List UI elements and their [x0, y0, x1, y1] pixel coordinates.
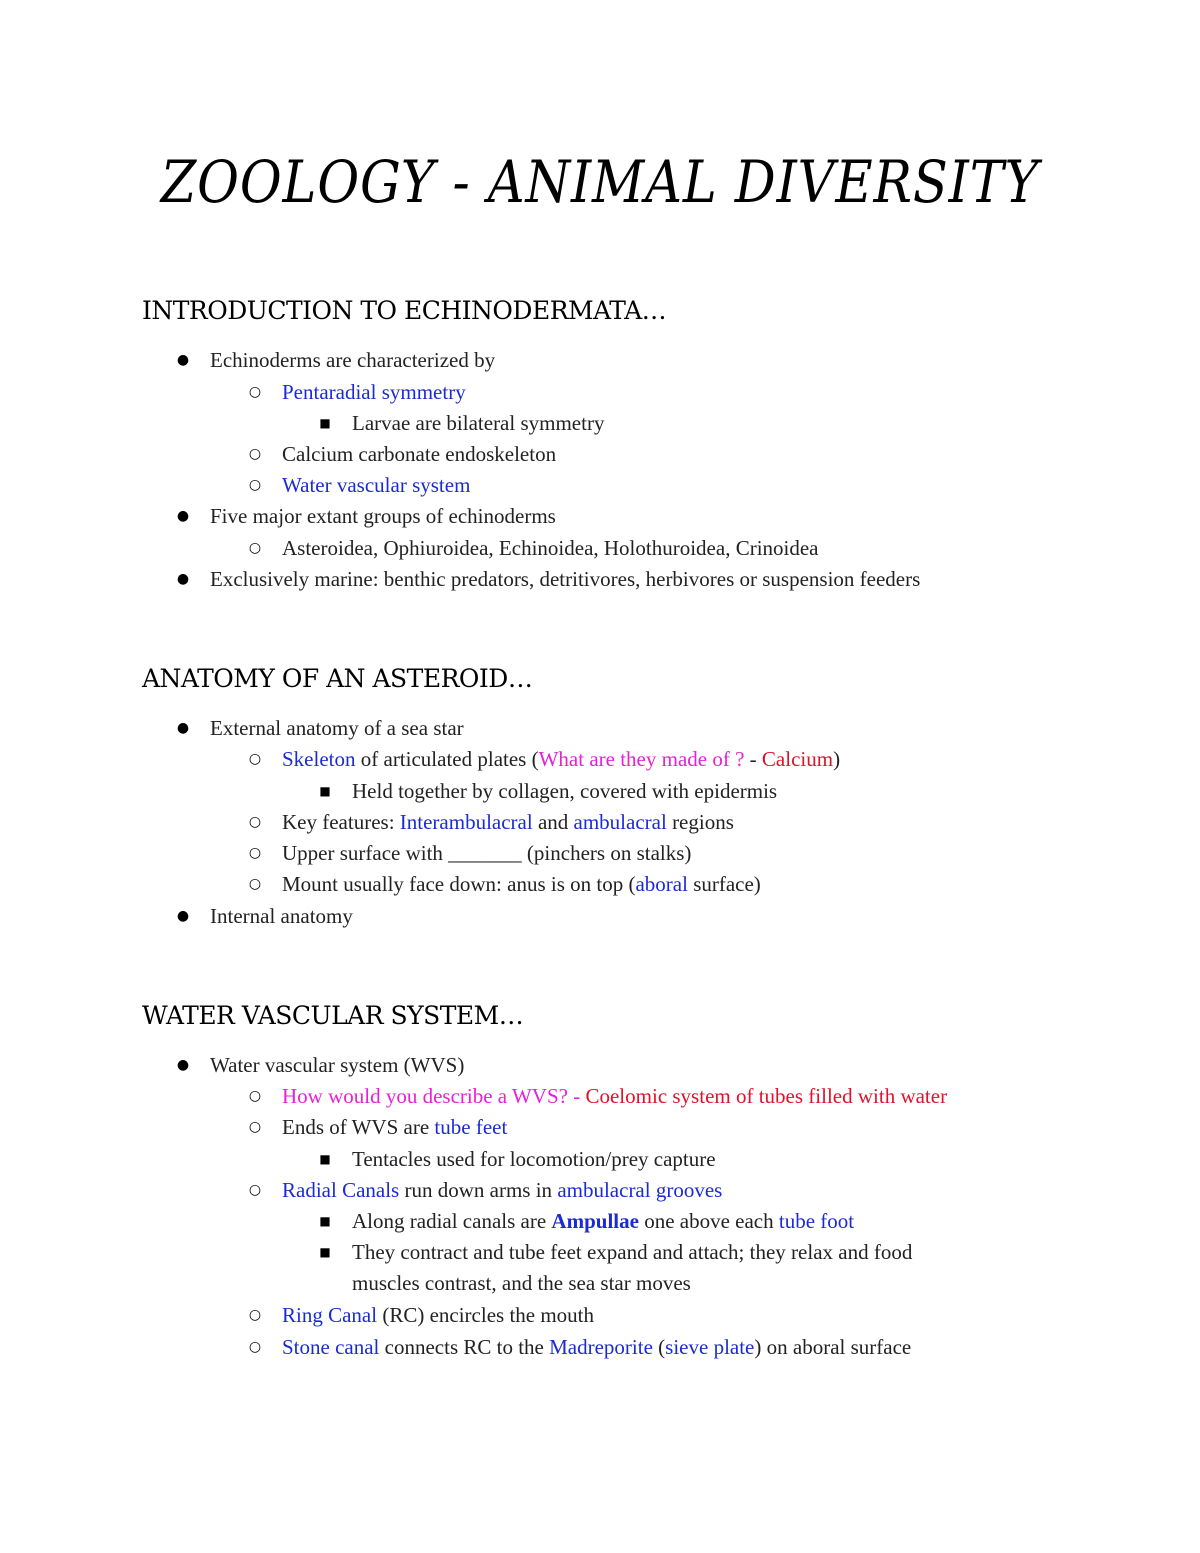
- bullet-disc-icon: ●: [176, 352, 190, 368]
- list-item: How would you describe a WVS? - Coelomic system of tubes filled with water: [282, 1084, 948, 1108]
- term-skeleton: Skeleton: [282, 747, 356, 771]
- bullet-disc-icon: ●: [176, 720, 190, 736]
- term-aboral: aboral: [635, 872, 688, 896]
- term-radial-canals: Radial Canals: [282, 1178, 400, 1202]
- section-heading-echinodermata: INTRODUCTION TO ECHINODERMATA…: [142, 296, 667, 325]
- list-item: Water vascular system: [282, 473, 471, 497]
- bullet-square-icon: ■: [319, 1152, 331, 1166]
- term-ambulacral: ambulacral: [573, 810, 667, 834]
- list-item: Along radial canals are Ampullae one above each tube foot: [352, 1209, 855, 1233]
- list-item: Tentacles used for locomotion/prey capture: [352, 1147, 716, 1171]
- list-item: Exclusively marine: benthic predators, detritivores, herbivores or suspension feeders: [210, 567, 921, 591]
- bullet-disc-icon: ●: [176, 508, 190, 524]
- bullet-circle-icon: ○: [248, 751, 262, 767]
- list-item: Calcium carbonate endoskeleton: [282, 442, 557, 466]
- section-heading-water-vascular: WATER VASCULAR SYSTEM…: [142, 1001, 524, 1030]
- bullet-circle-icon: ○: [248, 446, 262, 462]
- bullet-circle-icon: ○: [248, 1088, 262, 1104]
- list-item: External anatomy of a sea star: [210, 716, 464, 740]
- list-item: Stone canal connects RC to the Madreporite (sieve plate) on aboral surface: [282, 1335, 912, 1359]
- bullet-circle-icon: ○: [248, 1119, 262, 1135]
- bullet-square-icon: ■: [319, 784, 331, 798]
- list-item: Five major extant groups of echinoderms: [210, 504, 556, 528]
- list-item: Skeleton of articulated plates (What are they made of ? - Calcium): [282, 747, 841, 771]
- list-item-continuation: muscles contrast, and the sea star moves: [352, 1271, 691, 1295]
- bullet-disc-icon: ●: [176, 571, 190, 587]
- bullet-circle-icon: ○: [248, 876, 262, 892]
- question-text: What are they made of ?: [538, 747, 745, 771]
- page-title: ZOOLOGY - ANIMAL DIVERSITY: [160, 148, 1040, 216]
- term-tube-foot: tube foot: [778, 1209, 855, 1233]
- question-text: How would you describe a WVS?: [282, 1084, 568, 1108]
- list-item: Key features: Interambulacral and ambulacral regions: [282, 810, 734, 834]
- term-ring-canal: Ring Canal: [282, 1303, 378, 1327]
- section-heading-asteroid: ANATOMY OF AN ASTEROID…: [142, 664, 533, 693]
- answer-text: Calcium: [761, 747, 834, 771]
- list-item: Ring Canal (RC) encircles the mouth: [282, 1303, 595, 1327]
- bullet-square-icon: ■: [319, 1214, 331, 1228]
- bullet-circle-icon: ○: [248, 477, 262, 493]
- term-tube-feet: tube feet: [434, 1115, 508, 1139]
- term-ambulacral-grooves: ambulacral grooves: [557, 1178, 723, 1202]
- bullet-disc-icon: ●: [176, 908, 190, 924]
- term-sieve-plate: sieve plate: [665, 1335, 755, 1359]
- bullet-circle-icon: ○: [248, 1182, 262, 1198]
- bullet-circle-icon: ○: [248, 845, 262, 861]
- term-interambulacral: Interambulacral: [399, 810, 533, 834]
- list-item: Radial Canals run down arms in ambulacral grooves: [282, 1178, 723, 1202]
- bullet-circle-icon: ○: [248, 384, 262, 400]
- bullet-square-icon: ■: [319, 1245, 331, 1259]
- term-ampullae: Ampullae: [551, 1209, 639, 1233]
- bullet-circle-icon: ○: [248, 1339, 262, 1355]
- list-item: Upper surface with _______ (pinchers on stalks): [282, 841, 692, 865]
- bullet-square-icon: ■: [319, 416, 331, 430]
- list-item: Asteroidea, Ophiuroidea, Echinoidea, Holothuroidea, Crinoidea: [282, 536, 819, 560]
- answer-text: Coelomic system of tubes filled with water: [585, 1084, 948, 1108]
- term-madreporite: Madreporite: [549, 1335, 653, 1359]
- list-item: Echinoderms are characterized by: [210, 348, 496, 372]
- list-item: They contract and tube feet expand and attach; they relax and food: [352, 1240, 913, 1264]
- list-item: Internal anatomy: [210, 904, 353, 928]
- term-stone-canal: Stone canal: [282, 1335, 380, 1359]
- list-item: Larvae are bilateral symmetry: [352, 411, 605, 435]
- bullet-circle-icon: ○: [248, 814, 262, 830]
- bullet-circle-icon: ○: [248, 540, 262, 556]
- bullet-disc-icon: ●: [176, 1057, 190, 1073]
- list-item: Held together by collagen, covered with epidermis: [352, 779, 778, 803]
- list-item: Water vascular system (WVS): [210, 1053, 465, 1077]
- bullet-circle-icon: ○: [248, 1307, 262, 1323]
- list-item: Ends of WVS are tube feet: [282, 1115, 508, 1139]
- list-item: Pentaradial symmetry: [282, 380, 466, 404]
- list-item: Mount usually face down: anus is on top (aboral surface): [282, 872, 761, 896]
